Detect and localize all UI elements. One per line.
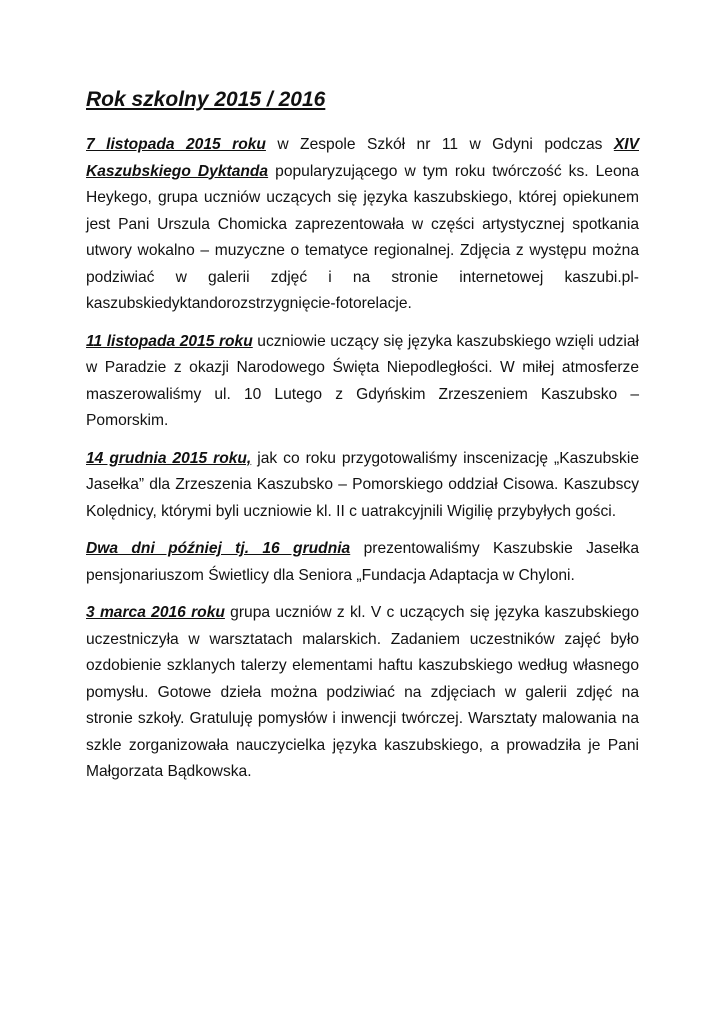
paragraph-jaselka <box>86 446 639 526</box>
paragraph-text: uczniowie uczący się języka kaszubskiego wzięli udział w Paradzie z okazji Narodowego Święta Niepodległości. W miłej atmosferze maszerowaliśmy ul. 10 Lutego z Gdyńskim Zrzeszeniem Kaszubsko – Pomorskim. <box>86 332 639 429</box>
paragraph-text: w Zespole Szkół nr 11 w Gdyni podczas <box>265 136 614 153</box>
paragraph-text: prezentowaliśmy Kaszubskie Jasełka pensjonariuszom Świetlicy dla Seniora „Fundacja Adaptacja w Chyloni. <box>86 540 639 584</box>
paragraph-date-lead: Dwa dni później tj. 16 grudnia <box>86 540 351 557</box>
paragraph-text: jak co roku przygotowaliśmy inscenizację „Kaszubskie Jasełka” dla Zrzeszenia Kaszubsko – Pomorskiego oddział Cisowa. Kaszubscy Kolędnicy, którymi byli uczniowie kl. II c uatrakcyjnili Wigilię przybyłych gości. <box>86 449 639 520</box>
paragraph-seniorzy <box>86 536 639 589</box>
paragraph-date-lead: 14 grudnia 2015 roku, <box>86 449 252 467</box>
paragraph-dyktando <box>86 132 639 318</box>
paragraph-text: grupa uczniów z kl. V c uczących się języka kaszubskiego uczestniczyła w warsztatach malarskich. Zadaniem uczestników zajęć było ozdobienie szklanych talerzy elementami haftu kaszubskiego według własnego pomysłu. Gotowe dzieła można podziwiać na zdjęciach w galerii zdjęć na stronie szkoły. Gratuluję pomysłów i inwencji twórczej. Warsztaty malowania na szkle zorganizowała nauczycielka języka kaszubskiego, a prowadziła je Pani Małgorzata Bądkowska. <box>86 604 639 780</box>
paragraph-parada <box>86 329 639 435</box>
paragraph-date-lead: 3 marca 2016 roku <box>86 604 225 621</box>
paragraph-text: popularyzującego w tym roku twórczość ks. Leona Heykego, grupa uczniów uczących się języka kaszubskiego, której opiekunem jest Pani Urszula Chomicka zaprezentowała w części artystycznej spotkania utwory wokalno – muzyczne o tematyce regionalnej. Zdjęcia z występu można podziwiać w galerii zdjęć i na stronie internetowej kaszubi.pl-kaszubskiedyktandorozstrzygnięcie-fotorelacje. <box>86 162 640 312</box>
paragraph-date-lead: 7 listopada 2015 roku <box>86 136 266 153</box>
document-page <box>86 86 639 797</box>
paragraph-warsztaty <box>86 600 639 786</box>
paragraph-date-lead: 11 listopada 2015 roku <box>86 332 253 350</box>
event-name-highlight: XIV Kaszubskiego Dyktanda <box>86 136 639 180</box>
document-title: Rok szkolny 2015 / 2016 <box>86 88 326 111</box>
